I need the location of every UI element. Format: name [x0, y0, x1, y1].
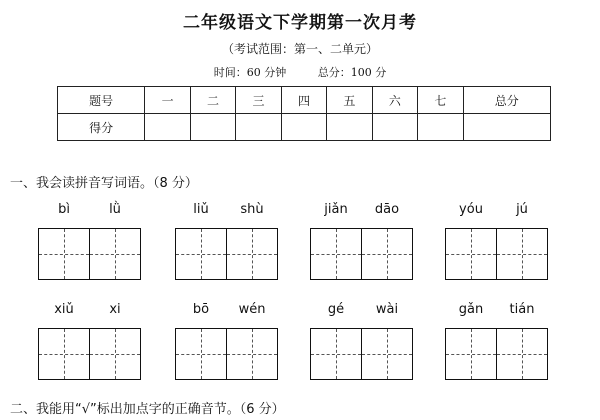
- pinyin-label: dāo: [374, 202, 400, 217]
- pinyin-label: liǔ: [193, 202, 209, 217]
- pinyin-label: tián: [509, 302, 535, 317]
- exam-title: 二年级语文下学期第一次月考: [183, 13, 417, 33]
- score-table-header-cell: 一: [145, 87, 190, 114]
- writing-box[interactable]: [361, 228, 413, 280]
- score-table-score-row: [58, 114, 551, 141]
- writing-box[interactable]: [38, 328, 90, 380]
- pinyin-label: wén: [238, 302, 266, 317]
- score-table-header-cell: 五: [327, 87, 372, 114]
- pinyin-label: wài: [375, 302, 399, 317]
- score-table-header-cell: 六: [372, 87, 417, 114]
- writing-box[interactable]: [175, 228, 227, 280]
- pinyin-label: yóu: [459, 202, 483, 217]
- writing-box[interactable]: [310, 328, 362, 380]
- writing-box[interactable]: [496, 328, 548, 380]
- exam-meta: [0, 64, 600, 80]
- writing-box[interactable]: [89, 328, 141, 380]
- pinyin-label: xiǔ: [54, 302, 74, 317]
- pinyin-label: bō: [192, 302, 210, 317]
- exam-time: 时间：60 分钟: [213, 66, 287, 79]
- pinyin-label: jiǎn: [324, 202, 348, 217]
- score-table-header-cell: 题号: [58, 87, 145, 114]
- score-table-header-cell: 四: [281, 87, 326, 114]
- exam-total: 总分：100 分: [317, 66, 387, 79]
- writing-box[interactable]: [226, 228, 278, 280]
- score-table-header-cell: 二: [190, 87, 235, 114]
- pinyin-label: lǜ: [109, 202, 121, 217]
- pinyin-label: bì: [58, 202, 70, 217]
- pinyin-label: jú: [516, 202, 528, 217]
- pinyin-label: xi: [109, 302, 121, 317]
- writing-box[interactable]: [496, 228, 548, 280]
- score-table: [57, 86, 551, 141]
- pinyin-label: shù: [240, 202, 264, 217]
- score-table-header-cell: 三: [236, 87, 281, 114]
- score-cell[interactable]: [281, 114, 326, 141]
- writing-box[interactable]: [445, 328, 497, 380]
- writing-box[interactable]: [175, 328, 227, 380]
- section2-heading: 二、我能用“√”标出加点字的正确音节。（6 分）: [10, 402, 285, 417]
- score-cell[interactable]: [463, 114, 550, 141]
- score-cell[interactable]: [145, 114, 190, 141]
- exam-scope: （考试范围：第一、二单元）: [221, 42, 378, 56]
- writing-box[interactable]: [361, 328, 413, 380]
- score-table-header-row: [58, 87, 551, 114]
- writing-box[interactable]: [38, 228, 90, 280]
- score-cell[interactable]: [236, 114, 281, 141]
- score-cell[interactable]: [418, 114, 463, 141]
- writing-box[interactable]: [89, 228, 141, 280]
- writing-box[interactable]: [310, 228, 362, 280]
- score-cell[interactable]: [372, 114, 417, 141]
- score-cell[interactable]: [190, 114, 235, 141]
- score-table-header-cell: 七: [418, 87, 463, 114]
- writing-box[interactable]: [445, 228, 497, 280]
- writing-box[interactable]: [226, 328, 278, 380]
- section1-heading: 一、我会读拼音写词语。（8 分）: [10, 176, 198, 191]
- pinyin-label: gǎn: [458, 302, 484, 317]
- score-row-label: 得分: [58, 114, 145, 141]
- score-cell[interactable]: [327, 114, 372, 141]
- score-table-header-cell: 总分: [463, 87, 550, 114]
- pinyin-label: gé: [327, 302, 345, 317]
